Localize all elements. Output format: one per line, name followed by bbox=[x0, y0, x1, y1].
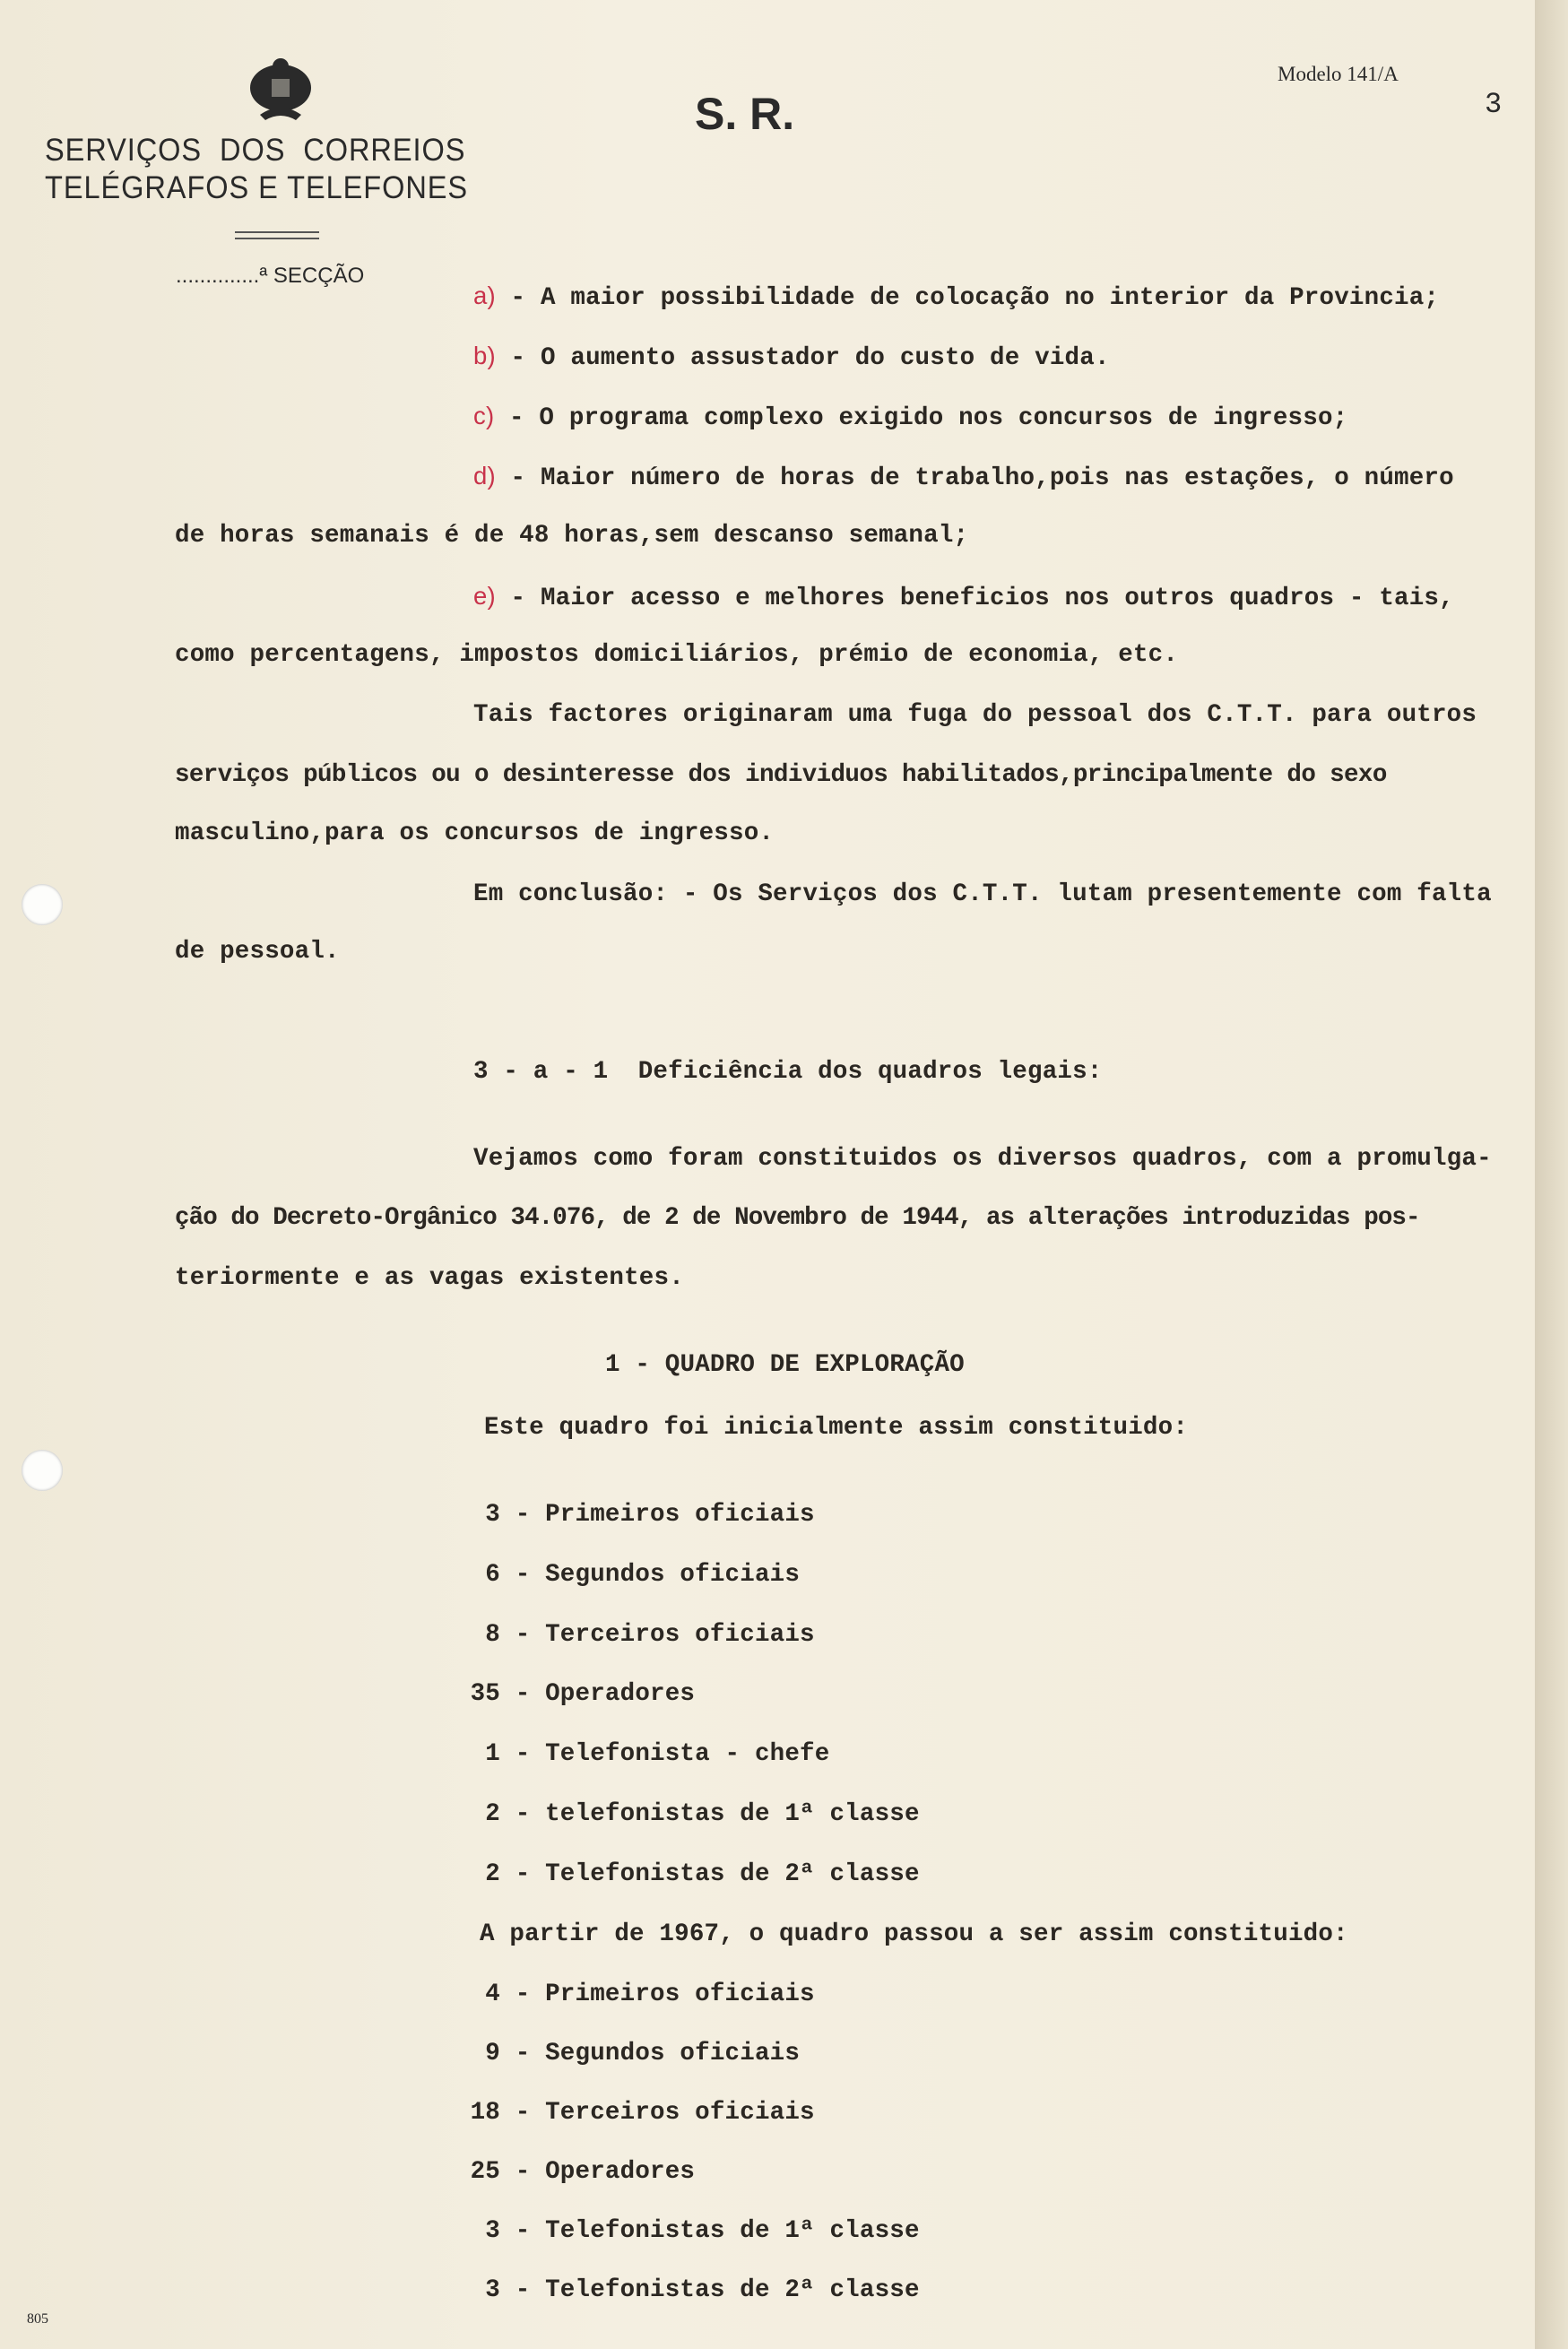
paragraph-line: Tais factores originaram uma fuga do pessoal dos C.T.T. para outros bbox=[473, 701, 1477, 729]
staff-list-item bbox=[448, 1621, 815, 1649]
org-name-line2: TELÉGRAFOS E TELEFONES bbox=[45, 170, 469, 205]
item-e bbox=[473, 582, 1454, 612]
staff-role: - Operadores bbox=[515, 2158, 696, 2186]
footer-code: 805 bbox=[27, 2311, 48, 2327]
staff-list-item bbox=[448, 2276, 920, 2304]
staff-list-item bbox=[448, 1800, 920, 1828]
staff-list-item bbox=[448, 2099, 815, 2127]
paragraph-line: de pessoal. bbox=[175, 938, 340, 966]
page-number: 3 bbox=[1485, 88, 1503, 121]
item-text: - O programa complexo exigido nos concursos de ingresso; bbox=[494, 404, 1348, 432]
staff-role: - Segundos oficiais bbox=[515, 2040, 801, 2067]
staff-role: - Terceiros oficiais bbox=[515, 2099, 815, 2127]
quadro-intro: Este quadro foi inicialmente assim constituido: bbox=[484, 1414, 1189, 1442]
staff-list-item bbox=[448, 1740, 829, 1768]
item-c bbox=[473, 402, 1347, 432]
staff-list-item bbox=[448, 2040, 800, 2067]
paragraph-line: serviços públicos ou o desinteresse dos individuos habilitados,principalmente do sexo bbox=[175, 761, 1387, 789]
quadro-title: 1 - QUADRO DE EXPLORAÇÃO bbox=[605, 1351, 965, 1379]
item-text: - Maior número de horas de trabalho,pois nas estações, o número bbox=[495, 464, 1454, 492]
staff-count: 3 bbox=[485, 2217, 500, 2245]
staff-list-item bbox=[448, 2158, 695, 2186]
punch-hole bbox=[22, 1450, 63, 1491]
item-label: a) bbox=[473, 282, 496, 309]
item-label: b) bbox=[473, 342, 496, 369]
divider bbox=[235, 231, 319, 233]
paragraph-line: ção do Decreto-Orgânico 34.076, de 2 de Novembro de 1944, as alterações introduzidas pos- bbox=[175, 1204, 1420, 1232]
paragraph-line: masculino,para os concursos de ingresso. bbox=[175, 819, 775, 847]
item-d bbox=[473, 462, 1454, 492]
item-text: - O aumento assustador do custo de vida. bbox=[495, 344, 1110, 372]
staff-role: - telefonistas de 1ª classe bbox=[515, 1800, 920, 1828]
staff-role: - Telefonistas de 2ª classe bbox=[515, 1859, 920, 1888]
divider bbox=[235, 238, 319, 239]
quadro-1967-intro: A partir de 1967, o quadro passou a ser assim constituido: bbox=[480, 1920, 1348, 1948]
item-e-continuation: como percentagens, impostos domiciliários, prémio de economia, etc. bbox=[175, 641, 1179, 669]
item-text: - A maior possibilidade de colocação no interior da Provincia; bbox=[495, 284, 1440, 312]
staff-list-item bbox=[448, 2217, 920, 2245]
item-b bbox=[473, 342, 1110, 372]
item-label: d) bbox=[473, 462, 496, 490]
staff-list-item bbox=[448, 1860, 920, 1888]
paragraph-line: Vejamos como foram constituidos os diversos quadros, com a promulga- bbox=[473, 1145, 1492, 1173]
staff-role: - Telefonistas de 2ª classe bbox=[515, 2276, 920, 2304]
staff-count: 3 bbox=[485, 1501, 500, 1529]
document-title: S. R. bbox=[695, 89, 795, 139]
staff-count: 3 bbox=[485, 2276, 500, 2304]
org-name-line1: SERVIÇOS DOS CORREIOS bbox=[45, 133, 466, 168]
section-label: ..............ª SECÇÃO bbox=[176, 264, 365, 288]
staff-count: 6 bbox=[485, 1560, 500, 1589]
staff-count: 9 bbox=[485, 2040, 500, 2067]
staff-count: 1 bbox=[485, 1740, 500, 1769]
staff-count: 2 bbox=[485, 1859, 500, 1888]
item-label: e) bbox=[473, 582, 496, 610]
item-label: c) bbox=[473, 402, 495, 429]
staff-list-item bbox=[448, 1561, 800, 1589]
staff-list-item bbox=[448, 1981, 815, 2008]
staff-count: 8 bbox=[485, 1620, 500, 1649]
section-heading: 3 - a - 1 Deficiência dos quadros legais: bbox=[473, 1058, 1103, 1086]
paragraph-line: Em conclusão: - Os Serviços dos C.T.T. lutam presentemente com falta bbox=[473, 880, 1492, 908]
staff-count: 35 bbox=[470, 1680, 500, 1709]
staff-count: 4 bbox=[485, 1981, 500, 2008]
page-edge bbox=[1535, 0, 1568, 2349]
staff-role: - Telefonistas de 1ª classe bbox=[515, 2217, 920, 2245]
model-number: Modelo 141/A bbox=[1278, 63, 1399, 85]
staff-role: - Operadores bbox=[515, 1680, 696, 1709]
staff-role: - Segundos oficiais bbox=[515, 1560, 801, 1589]
staff-role: - Primeiros oficiais bbox=[515, 1501, 815, 1529]
item-d-continuation: de horas semanais é de 48 horas,sem descanso semanal; bbox=[175, 522, 969, 550]
coat-of-arms-logo bbox=[242, 56, 319, 124]
staff-role: - Primeiros oficiais bbox=[515, 1981, 815, 2008]
paragraph-line: teriormente e as vagas existentes. bbox=[175, 1264, 684, 1292]
staff-count: 2 bbox=[485, 1800, 500, 1828]
punch-hole bbox=[22, 884, 63, 925]
staff-role: - Telefonista - chefe bbox=[515, 1740, 830, 1769]
staff-role: - Terceiros oficiais bbox=[515, 1620, 815, 1649]
item-a bbox=[473, 282, 1439, 312]
staff-list-item bbox=[448, 1501, 815, 1529]
staff-count: 25 bbox=[470, 2158, 500, 2186]
item-text: - Maior acesso e melhores beneficios nos outros quadros - tais, bbox=[495, 585, 1454, 612]
staff-list-item bbox=[448, 1680, 695, 1708]
staff-count: 18 bbox=[470, 2099, 500, 2127]
